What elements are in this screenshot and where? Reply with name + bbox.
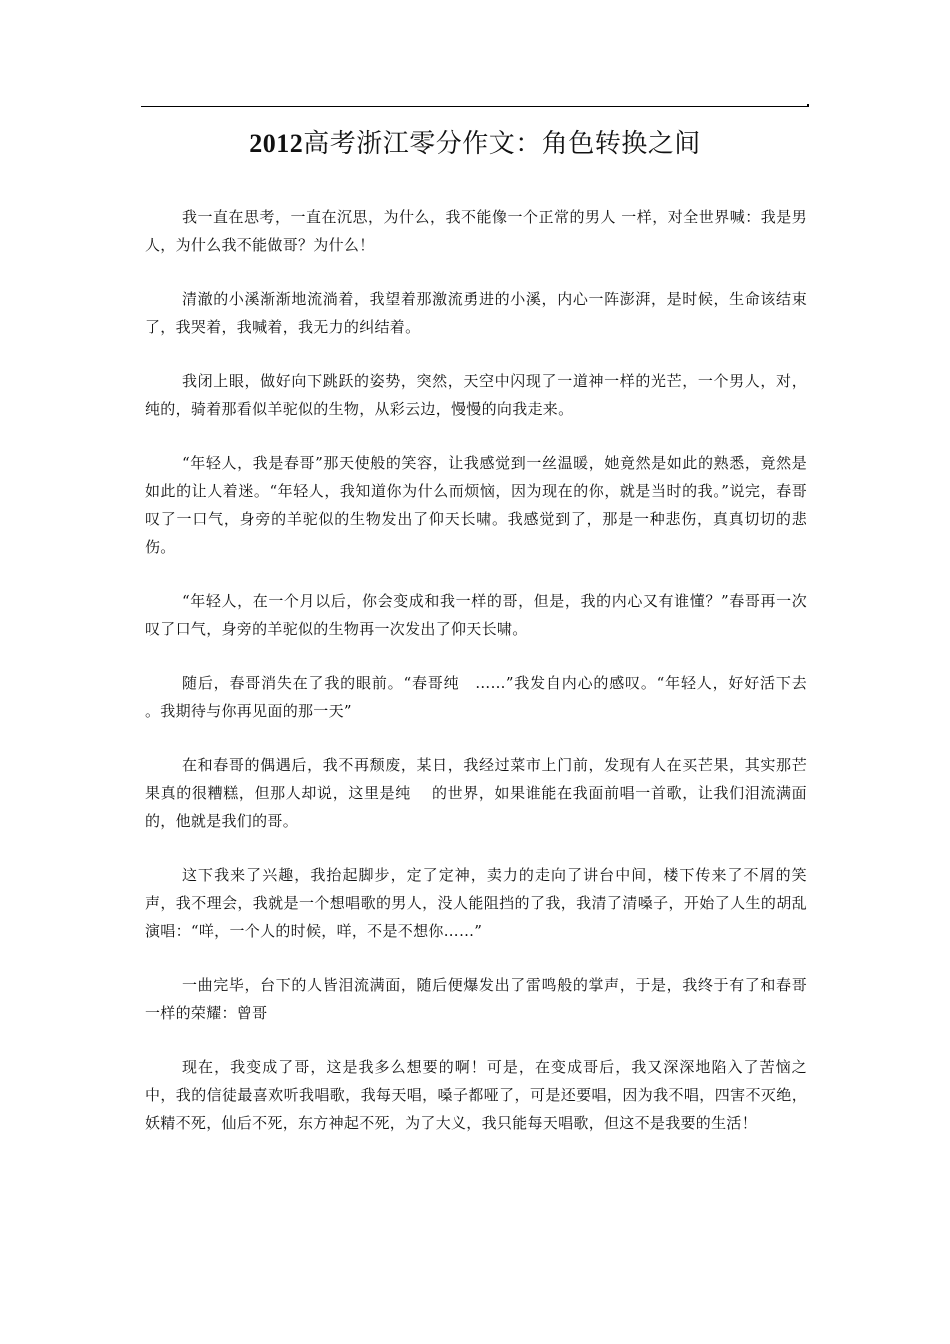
document-title [141,124,809,164]
header-rule-end-mark [807,104,809,106]
paragraph: “年轻人，我是春哥”那天使般的笑容，让我感觉到一丝温暖，她竟然是如此的熟悉，竟然是如此的让人着迷。“年轻人，我知道你为什么而烦恼，因为现在的你，就是当时的我。”说完，春哥叹了一口气，身旁的羊驼似的生物发出了仰天长啸。我感觉到了，那是一种悲伤，真真切切的悲伤。 [145,454,807,556]
paragraph: “年轻人，在一个月以后，你会变成和我一样的哥，但是，我的内心又有谁懂？”春哥再一次叹了口气，身旁的羊驼似的生物再一次发出了仰天长啸。 [145,592,807,638]
paragraph: 清澈的小溪渐渐地流淌着，我望着那激流勇进的小溪，内心一阵澎湃，是时候，生命该结束了，我哭着，我喊着，我无力的纠结着。 [145,290,807,336]
paragraph: 我闭上眼，做好向下跳跃的姿势，突然，天空中闪现了一道神一样的光芒，一个男人，对，纯的，骑着那看似羊驼似的生物，从彩云边，慢慢的向我走来。 [145,372,807,418]
title-text: 高考浙江零分作文：角色转换之间 [303,129,701,159]
article-body [145,203,807,1163]
header-rule [141,106,809,107]
title-year: 2012 [249,129,304,158]
paragraph: 随后，春哥消失在了我的眼前。“春哥纯 ……”我发自内心的感叹。“年轻人，好好活下去 。我期待与你再见面的那一天” [145,674,807,720]
paragraph: 这下我来了兴趣，我抬起脚步，定了定神，卖力的走向了讲台中间，楼下传来了不屑的笑声，我不理会，我就是一个想唱歌的男人，没人能阻挡的了我，我清了清嗓子，开始了人生的胡乱演唱：“咩，一个人的时候，咩，不是不想你……” [145,866,807,940]
paragraph: 一曲完毕，台下的人皆泪流满面，随后便爆发出了雷鸣般的掌声，于是，我终于有了和春哥一样的荣耀：曾哥 [145,976,807,1022]
paragraph: 在和春哥的偶遇后，我不再颓废，某日，我经过菜市上门前，发现有人在买芒果，其实那芒果真的很糟糕，但那人却说，这里是纯 的世界，如果谁能在我面前唱一首歌，让我们泪流满面的，他就是我们的哥。 [145,756,807,830]
paragraph: 现在，我变成了哥，这是我多么想要的啊！可是，在变成哥后，我又深深地陷入了苦恼之中，我的信徒最喜欢听我唱歌，我每天唱，嗓子都哑了，可是还要唱，因为我不唱，四害不灭绝，妖精不死，仙后不死，东方神起不死，为了大义，我只能每天唱歌，但这不是我要的生活！ [145,1058,807,1132]
paragraph: 我一直在思考，一直在沉思，为什么，我不能像一个正常的男人 一样，对全世界喊：我是男人，为什么我不能做哥？为什么！ [145,208,807,254]
